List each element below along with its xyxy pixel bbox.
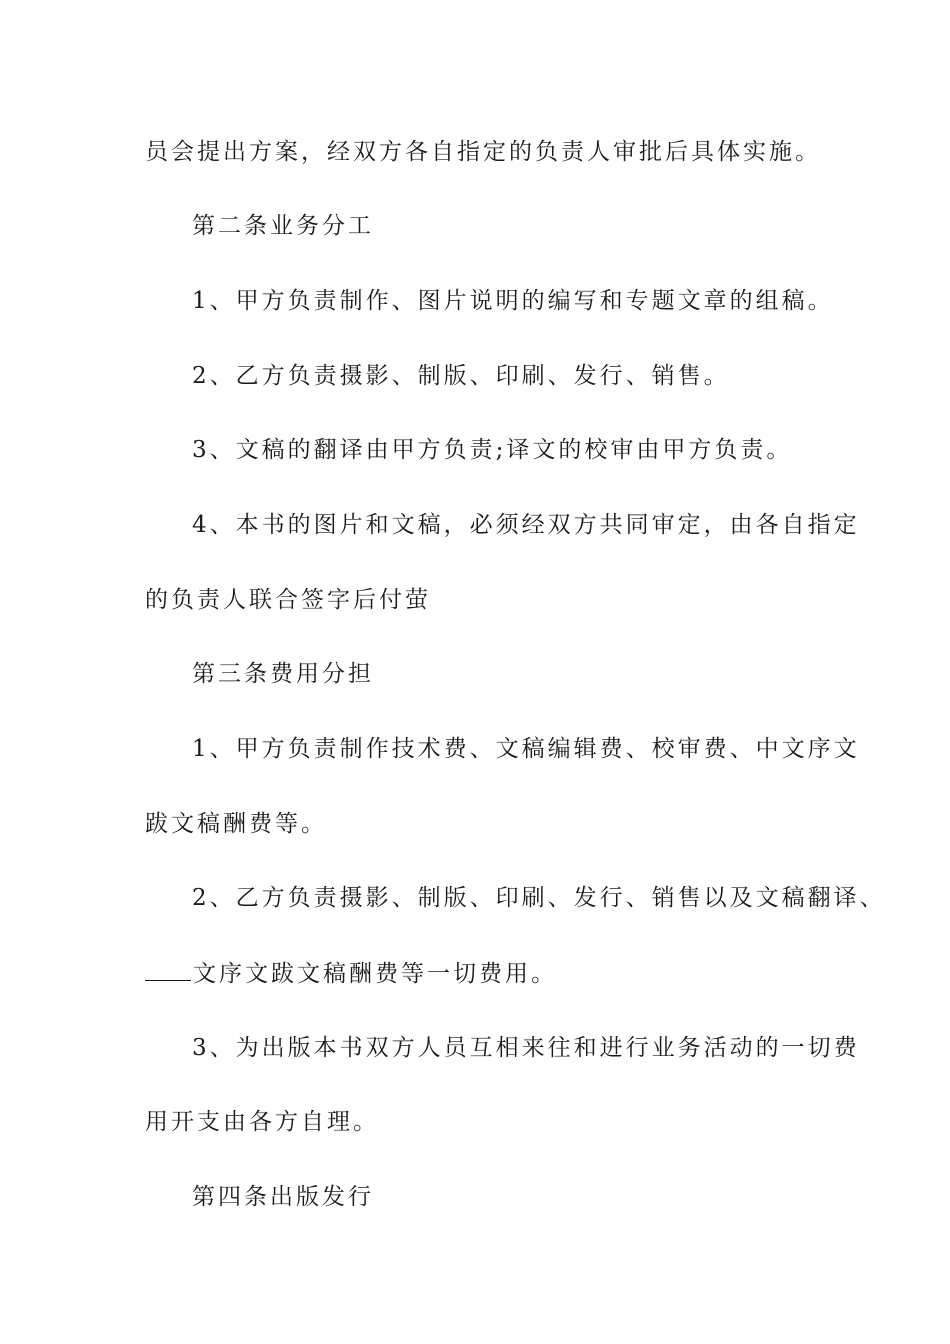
paragraph-line: 用开支由各方自理。: [145, 1109, 379, 1135]
section-heading-2: 第二条业务分工: [192, 213, 374, 239]
paragraph-line: 1、甲方负责制作技术费、文稿编辑费、校审费、中文序文: [192, 736, 860, 762]
paragraph-line: 3、文稿的翻译由甲方负责;译文的校审由甲方负责。: [192, 437, 793, 463]
paragraph-line: 2、乙方负责摄影、制版、印刷、发行、销售。: [192, 363, 730, 389]
paragraph-line: 2、乙方负责摄影、制版、印刷、发行、销售以及文稿翻译、: [192, 885, 886, 911]
paragraph-line: 4、本书的图片和文稿，必须经双方共同审定，由各自指定: [192, 512, 860, 538]
paragraph-line-with-blank: [145, 958, 557, 989]
paragraph-line: 跋文稿酬费等。: [145, 811, 327, 837]
section-heading-3: 第三条费用分担: [192, 661, 374, 687]
paragraph-line: 1、甲方负责制作、图片说明的编写和专题文章的组稿。: [192, 288, 834, 314]
paragraph-line: 3、为出版本书双方人员互相来往和进行业务活动的一切费: [192, 1035, 860, 1061]
section-heading-4: 第四条出版发行: [192, 1184, 374, 1210]
paragraph-line: 的负责人联合签字后付萤: [145, 587, 431, 613]
blank-underline: [145, 958, 191, 981]
paragraph-line: 员会提出方案，经双方各自指定的负责人审批后具体实施。: [145, 139, 821, 165]
paragraph-text: 文序文跋文稿酬费等一切费用。: [193, 961, 557, 987]
